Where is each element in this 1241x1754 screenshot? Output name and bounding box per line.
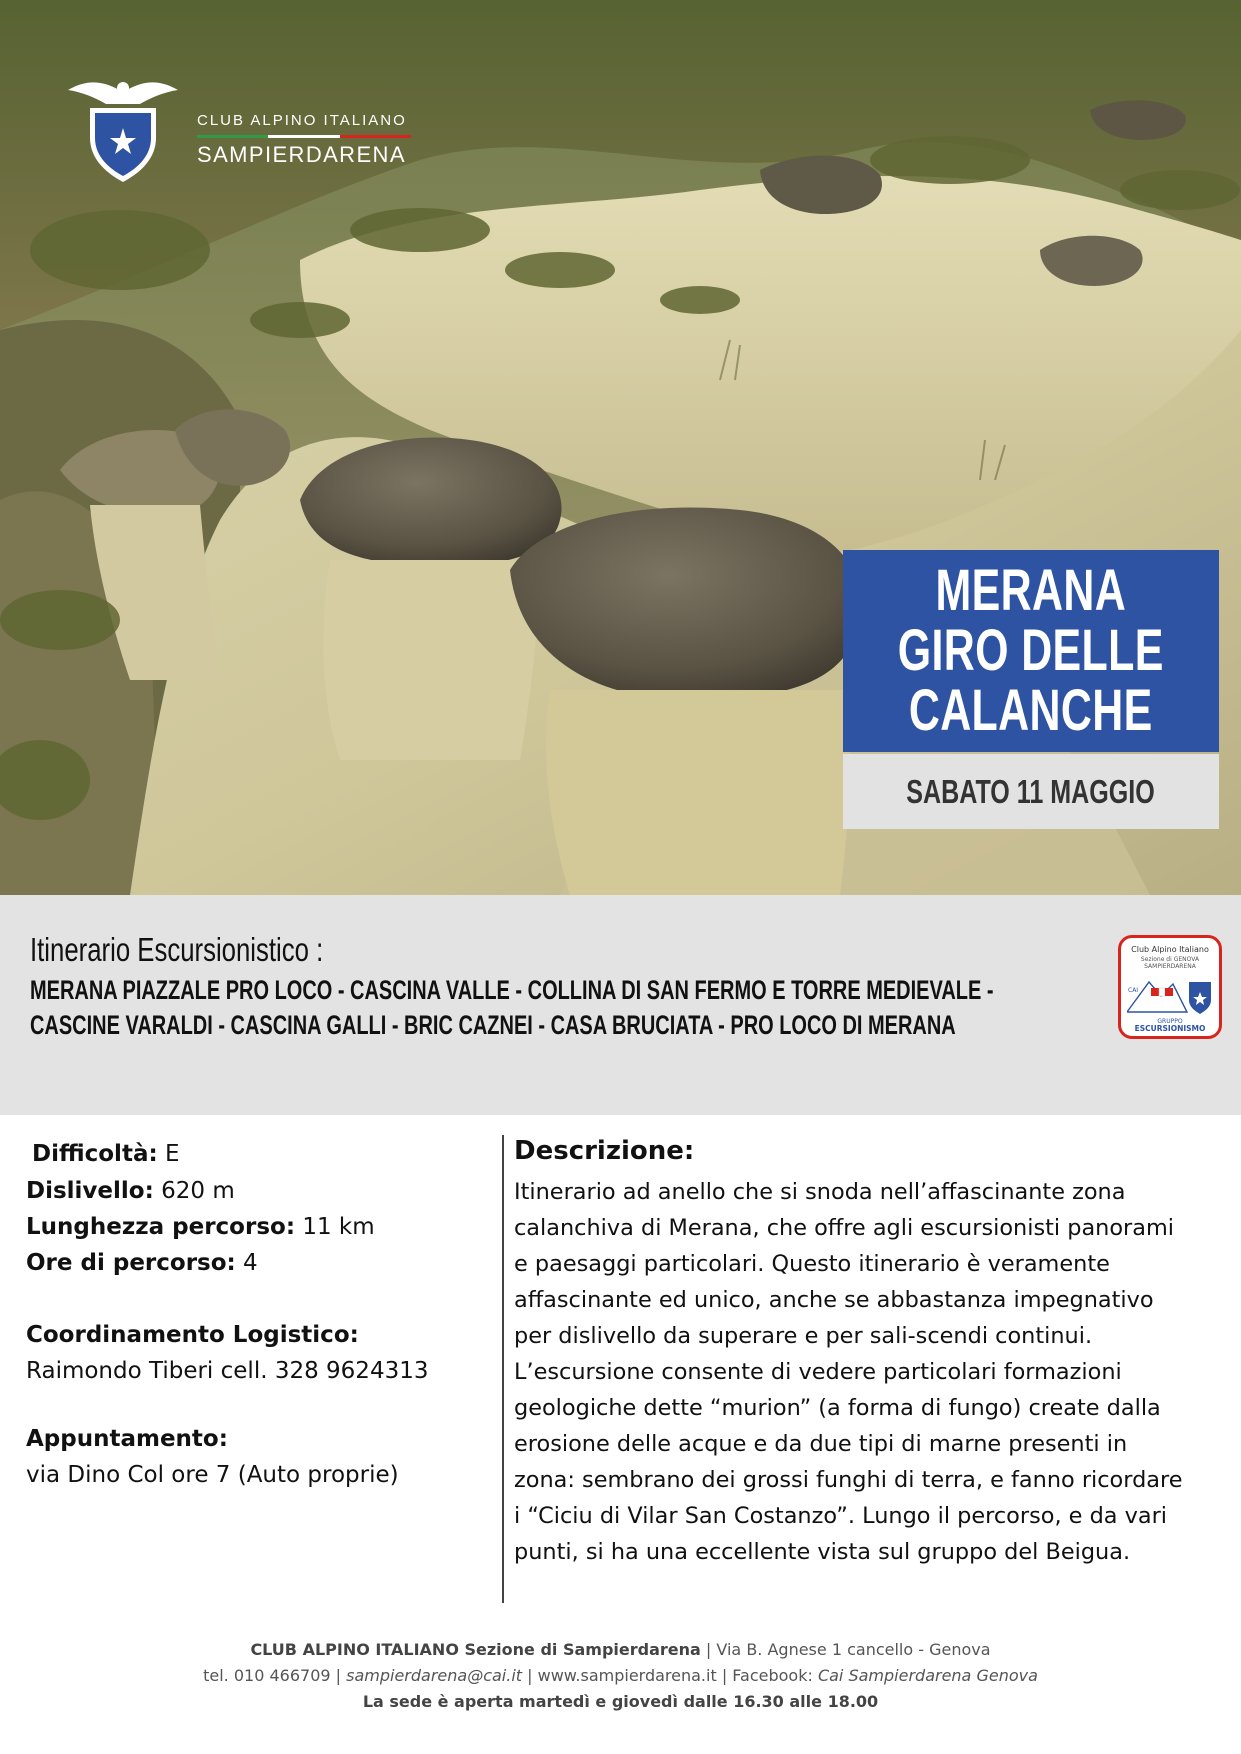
group-logo-line-1: Club Alpino Italiano — [1131, 945, 1209, 954]
elevation-label: Dislivello: — [26, 1178, 154, 1204]
club-logo — [64, 74, 424, 184]
meeting-value: via Dino Col ore 7 (Auto proprie) — [26, 1462, 399, 1488]
cai-eagle-emblem-icon — [64, 74, 182, 184]
group-logo-cai: CAI — [1128, 987, 1139, 994]
footer-facebook-link[interactable]: Cai Sampierdarena Genova — [817, 1666, 1038, 1685]
length-row — [26, 1214, 375, 1240]
elevation-row — [26, 1178, 235, 1204]
coordination-label-row — [26, 1322, 359, 1348]
length-value: 11 km — [295, 1214, 375, 1240]
footer-line-2 — [0, 1666, 1241, 1685]
mountain-flag-icon — [1127, 972, 1213, 1016]
footer-email-link[interactable]: sampierdarena@cai.it — [346, 1666, 523, 1685]
meeting-label: Appuntamento: — [26, 1426, 228, 1452]
footer-address: | Via B. Agnese 1 cancello - Genova — [700, 1640, 991, 1659]
hours-row — [26, 1250, 258, 1276]
elevation-value: 620 m — [153, 1178, 235, 1204]
event-date-box — [843, 754, 1219, 829]
footer-line-1 — [0, 1640, 1241, 1659]
itinerary-route-line-1: MERANA PIAZZALE PRO LOCO - CASCINA VALLE - COLLINA DI SAN FERMO E TORRE MEDIEVALE - — [30, 975, 994, 1005]
coordination-label: Coordinamento Logistico: — [26, 1322, 359, 1348]
itinerary-heading: Itinerario Escursionistico : — [30, 931, 324, 968]
event-title-line-2: GIRO DELLE — [897, 618, 1165, 683]
length-label: Lunghezza percorso: — [26, 1214, 296, 1240]
difficulty-value: E — [157, 1141, 180, 1167]
group-logo-line-4: GRUPPO — [1157, 1018, 1183, 1025]
itinerary-route-line-2: CASCINE VARALDI - CASCINA GALLI - BRIC CAZNEI - CASA BRUCIATA - PRO LOCO DI MERANA — [30, 1010, 956, 1040]
difficulty-row — [32, 1141, 180, 1167]
column-divider — [502, 1135, 504, 1603]
hours-value: 4 — [235, 1250, 258, 1276]
event-title-box — [843, 550, 1219, 752]
event-title-line-1: MERANA — [935, 558, 1127, 623]
hours-label: Ore di percorso: — [26, 1250, 236, 1276]
description-panel — [514, 1136, 1194, 1570]
brand-line-2: SAMPIERDARENA — [197, 142, 406, 167]
description-body: Itinerario ad anello che si snoda nell’affascinante zona calanchiva di Merana, che offre agli escursionisti panorami e paesaggi particolari. Questo itinerario è veramente affascinante ed unico, anche se abbastanza impegnativo per dislivello da superare e per sali-scendi continui. L’escursione consente di vedere particolari formazioni geologiche dette “murion” (a forma di fungo) create dalla erosione delle acque e da due tipi di marne presenti in zona: sembrano dei grossi funghi di terra, e fanno ricordare i “Ciciu di Vilar San Costanzo”. Lungo il percorso, e da vari punti, si ha una eccellente vista sul gruppo del Beigua. — [514, 1179, 1183, 1565]
description-title: Descrizione: — [514, 1136, 695, 1166]
footer-web: | www.sampierdarena.it | Facebook: — [522, 1666, 818, 1685]
group-logo-line-5: ESCURSIONISMO — [1134, 1024, 1206, 1033]
coordination-value: Raimondo Tiberi cell. 328 9624313 — [26, 1358, 429, 1384]
gruppo-escursionismo-logo — [1118, 935, 1222, 1039]
group-logo-line-2: Sezione di GENOVA SAMPIERDARENA — [1140, 956, 1200, 970]
meeting-label-row — [26, 1426, 228, 1452]
footer-org: CLUB ALPINO ITALIANO Sezione di Sampierdarena — [250, 1640, 701, 1659]
italian-tricolor-bar — [197, 135, 411, 138]
footer-opening-hours: La sede è aperta martedì e giovedì dalle 16.30 alle 18.00 — [362, 1692, 879, 1711]
footer-tel: tel. 010 466709 | — [203, 1666, 347, 1685]
itinerary-band — [0, 895, 1241, 1115]
event-title-line-3: CALANCHE — [909, 678, 1153, 743]
event-date: SABATO 11 MAGGIO — [906, 772, 1156, 810]
difficulty-label: Difficoltà: — [32, 1141, 158, 1167]
brand-line-1: CLUB ALPINO ITALIANO — [197, 112, 407, 129]
